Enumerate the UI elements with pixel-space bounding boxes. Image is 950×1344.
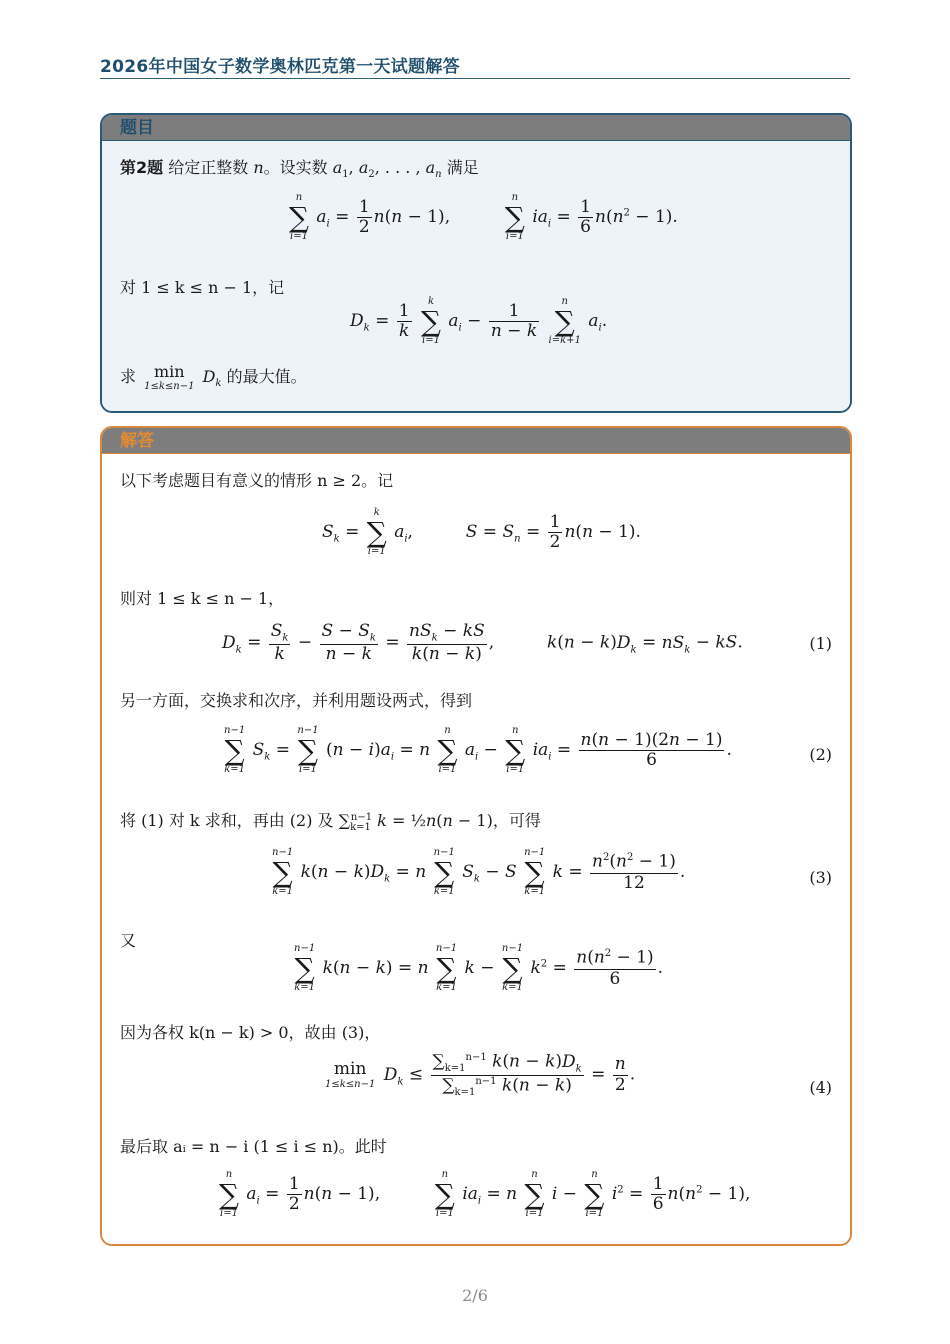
problem-box-title: 题目 bbox=[102, 115, 850, 141]
solution-para-6: 因为各权 k(n − k) > 0，故由 (3)， bbox=[120, 1023, 381, 1042]
solution-equation-1: $D_k$ = $\frac{S_k}{k}$ − $\frac{S - S_k}{n - k}$ = $\frac{nS_k - kS}{k(n - k)}$ , $k(n - k)D_k = nS_k$ − kS. bbox=[222, 621, 743, 664]
problem-dk-definition: $D_k$ = $\frac{1}{k}$ k ∑ i=1 $a_i$ − $\frac{1}{n - k}$ n ∑ i=k+1 $a_i$. bbox=[350, 296, 608, 347]
solution-box-title: 解答 bbox=[102, 428, 850, 454]
problem-box-body bbox=[102, 141, 850, 412]
equation-number-1: (1) bbox=[809, 634, 832, 653]
problem-statement: 第2题 给定正整数 n。设实数 $a_1$, $a_2$, . . . , $a_n$ 满足 bbox=[120, 158, 479, 181]
solution-box-body bbox=[102, 454, 850, 1245]
equation-number-4: (4) bbox=[809, 1078, 832, 1097]
solution-para-2: 则对 1 ≤ k ≤ n − 1， bbox=[120, 589, 285, 608]
page-number: 2/6 bbox=[462, 1286, 488, 1305]
solution-final-check: n ∑ i=1 $a_i$ = $\frac{1}{2}$ n(n − 1), n ∑ i=1 $ia_i = n$ n ∑ i=1 i − n ∑ i=1 $i^2$ = $\frac{1}{6}$ $n(n^2 - 1)$, bbox=[219, 1169, 751, 1220]
equation-number-3: (3) bbox=[809, 868, 832, 887]
problem-question: 求 min 1≤k≤n−1 $D_k$ 的最大值。 bbox=[120, 362, 307, 392]
problem-given-equations: n ∑ i=1 $a_i$ = $\frac{1}{2}$ n(n − 1), n ∑ i=1 $ia_i$ = $\frac{1}{6}$ $n(n^2 - 1)$. bbox=[289, 192, 678, 243]
solution-para-3: 另一方面，交换求和次序，并利用题设两式，得到 bbox=[120, 691, 473, 710]
solution-equation-3: n−1 ∑ k=1 $k(n - k)D_k = n$ n−1 ∑ k=1 $S_k - S$ n−1 ∑ k=1 k = $\frac{n^2(n^2 - 1)}{12}$ . bbox=[272, 847, 686, 898]
solution-equation-2: n−1 ∑ k=1 $S_k$ = n−1 ∑ i=1 $(n - i)a_i = n$ n ∑ i=1 $a_i$ − n ∑ i=1 $ia_i$ = $\frac{n(n - 1)(2n - 1)}{6}$ . bbox=[224, 725, 732, 776]
solution-weight-sum: n−1 ∑ k=1 k(n − k) = n n−1 ∑ k=1 k − n−1 ∑ k=1 $k^2$ = $\frac{n(n^2 - 1)}{6}$ . bbox=[294, 943, 664, 994]
solution-para-7: 最后取 aᵢ = n − i (1 ≤ i ≤ n)。此时 bbox=[120, 1137, 387, 1156]
page-header bbox=[100, 52, 850, 79]
document-title: 2026年中国女子数学奥林匹克第一天试题解答 bbox=[100, 57, 460, 77]
solution-equation-4: min 1≤k≤n−1 $D_k$ ≤ $\frac{\sum_{k=1}^{n-1} k(n - k)D_k}{\sum_{k=1}^{n-1} k(n - k)}$ = $\frac{n}{2}$ . bbox=[325, 1051, 636, 1098]
solution-para-4: 将 (1) 对 k 求和，再由 (2) 及 $\sum_{k=1}^{n-1}$ k = ½n(n − 1)，可得 bbox=[120, 811, 541, 834]
solution-para-5: 又 bbox=[120, 931, 137, 950]
solution-box bbox=[100, 426, 852, 1246]
solution-sk-definition: $S_k$ = k ∑ i=1 $a_i$, $S = S_n$ = $\frac{1}{2}$ n(n − 1). bbox=[322, 507, 641, 558]
solution-para-1: 以下考虑题目有意义的情形 n ≥ 2。记 bbox=[120, 471, 394, 490]
problem-box bbox=[100, 113, 852, 413]
problem-condition: 对 1 ≤ k ≤ n − 1，记 bbox=[120, 278, 285, 297]
problem-label: 第2题 bbox=[120, 158, 164, 177]
equation-number-2: (2) bbox=[809, 745, 832, 764]
